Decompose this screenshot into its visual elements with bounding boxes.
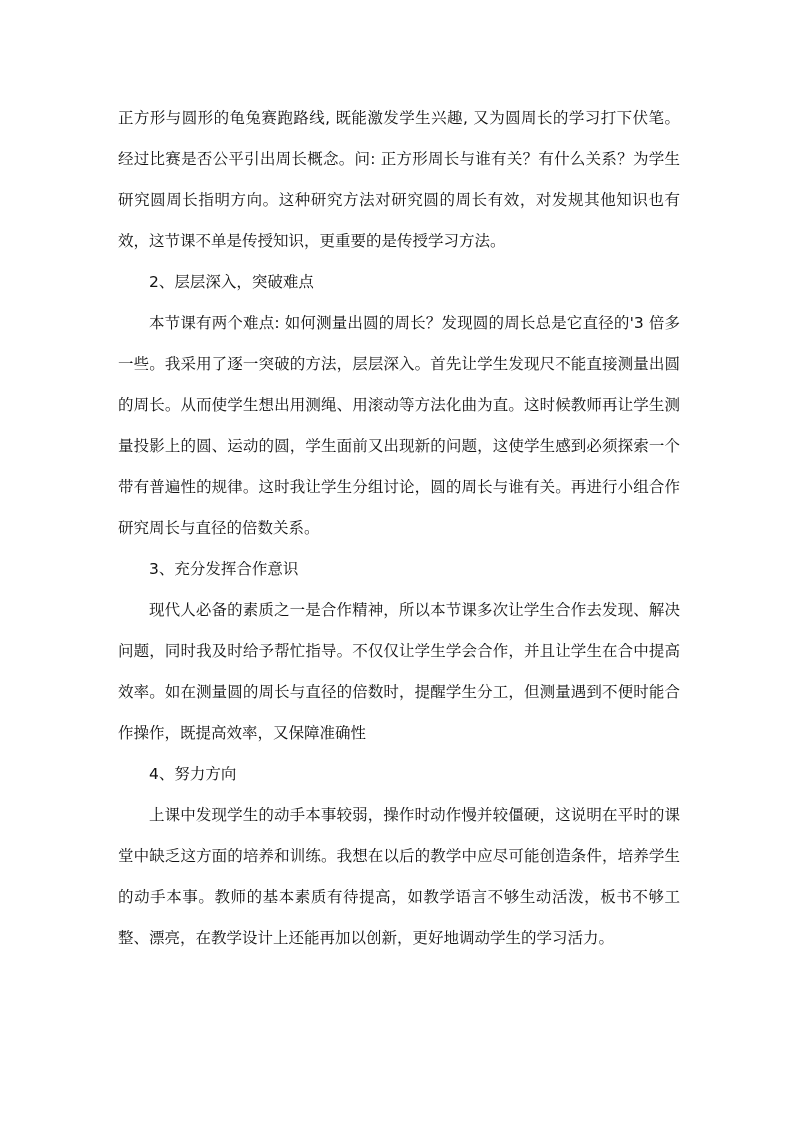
paragraph-section-2: 本节课有两个难点: 如何测量出圆的周长？发现圆的周长总是它直径的'3 倍多一些。我采用了逐一突破的方法，层层深入。首先让学生发现尺不能直接测量出圆的周长。从而使学生想出用测绳、用滚动等方法化曲为直。这时候教师再让学生测量投影上的圆、运动的圆，学生面前又出现新的问题，这使学生感到必须探索一个带有普遍性的规律。这时我让学生分组讨论，圆的周长与谁有关。再进行小组合作研究周长与直径的倍数关系。 bbox=[118, 314, 680, 537]
section-heading-2: 2、层层深入，突破难点 bbox=[149, 273, 314, 291]
document-body bbox=[118, 98, 680, 959]
section-heading-4: 4、努力方向 bbox=[149, 765, 237, 783]
paragraph-section-4: 上课中发现学生的动手本事较弱，操作时动作慢并较僵硬，这说明在平时的课堂中缺乏这方面的培养和训练。我想在以后的教学中应尽可能创造条件，培养学生的动手本事。教师的基本素质有待提高，如教学语言不够生动活泼，板书不够工整、漂亮，在教学设计上还能再加以创新，更好地调动学生的学习活力。 bbox=[118, 806, 680, 947]
section-heading-3: 3、充分发挥合作意识 bbox=[149, 560, 299, 578]
paragraph-section-3: 现代人必备的素质之一是合作精神，所以本节课多次让学生合作去发现、解决问题，同时我及时给予帮忙指导。不仅仅让学生学会合作，并且让学生在合中提高效率。如在测量圆的周长与直径的倍数时，提醒学生分工，但测量遇到不便时能合作操作，既提高效率，又保障准确性 bbox=[118, 601, 680, 742]
paragraph-intro: 正方形与圆形的龟兔赛跑路线, 既能激发学生兴趣, 又为圆周长的学习打下伏笔。经过比赛是否公平引出周长概念。问: 正方形周长与谁有关？有什么关系？为学生研究圆周长指明方向。这种研究方法对研究圆的周长有效，对发规其他知识也有效，这节课不单是传授知识，更重要的是传授学习方法。 bbox=[118, 109, 680, 250]
